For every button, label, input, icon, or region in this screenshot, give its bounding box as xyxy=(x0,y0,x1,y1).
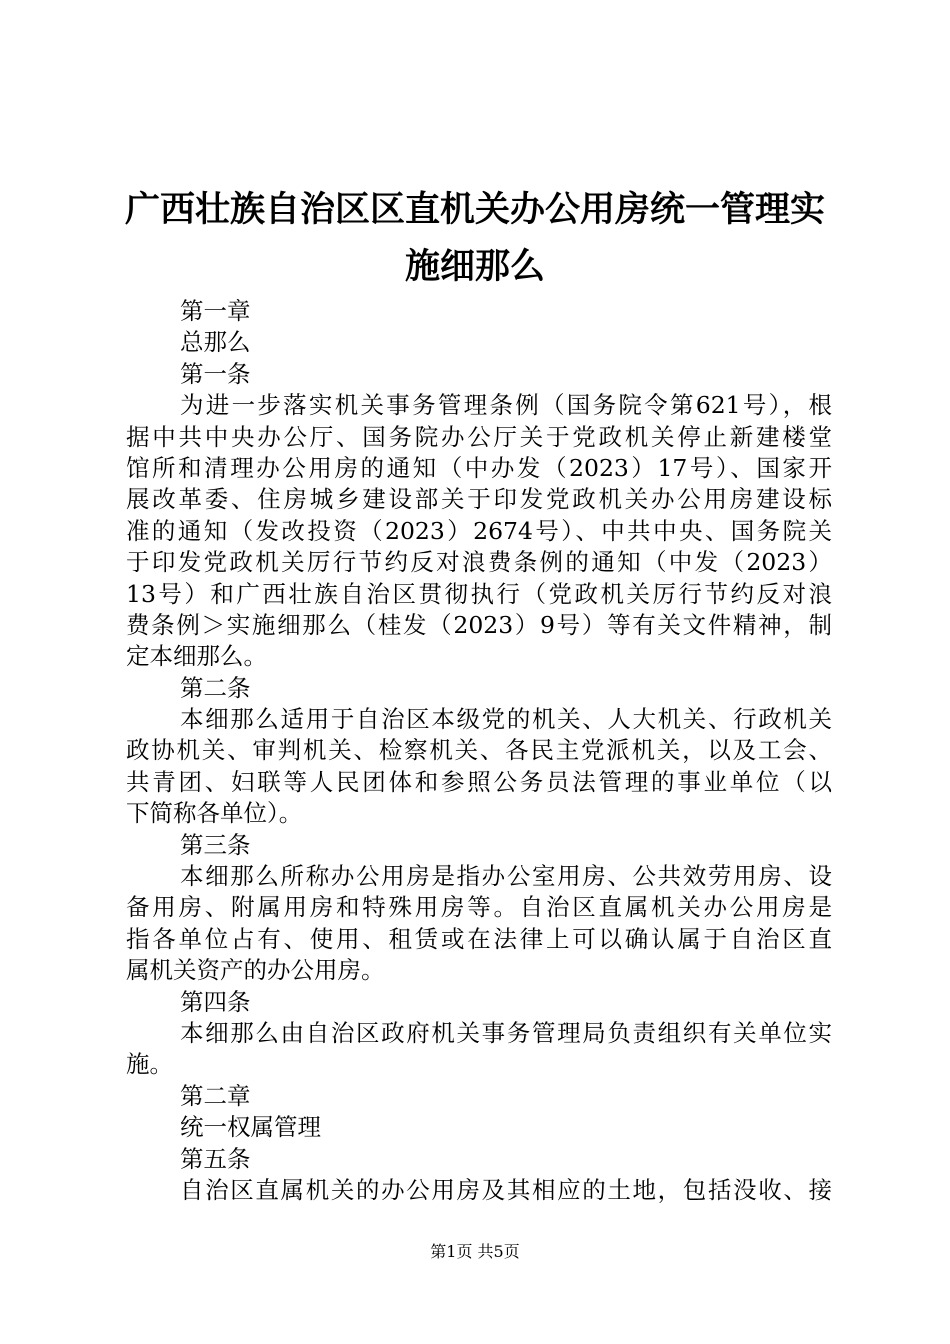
paragraph-line: 据中共中央办公厅、国务院办公厅关于党政机关停止新建楼堂 xyxy=(126,422,832,451)
chapter-title: 总那么 xyxy=(180,328,251,357)
paragraph-line: 自治区直属机关的办公用房及其相应的土地，包括没收、接 xyxy=(180,1175,832,1204)
paragraph-line: 定本细那么。 xyxy=(126,642,267,671)
paragraph-line: 为进一步落实机关事务管理条例（国务院令第621号），根 xyxy=(180,391,832,420)
paragraph-line: 下简称各单位）。 xyxy=(126,799,303,828)
paragraph-line: 馆所和清理办公用房的通知（中办发（2023）17号）、国家开 xyxy=(126,453,832,482)
article-heading: 第一条 xyxy=(180,359,251,388)
chapter-heading: 第一章 xyxy=(180,297,251,325)
article-heading: 第二条 xyxy=(180,673,251,702)
chapter-heading: 第二章 xyxy=(180,1081,251,1110)
paragraph-line: 费条例＞实施细那么（桂发（2023）9号）等有关文件精神，制 xyxy=(126,610,832,639)
paragraph-line: 本细那么由自治区政府机关事务管理局负责组织有关单位实 xyxy=(180,1018,832,1047)
article-heading: 第三条 xyxy=(180,830,251,859)
article-heading: 第五条 xyxy=(180,1144,251,1173)
paragraph-line: 共青团、妇联等人民团体和参照公务员法管理的事业单位（以 xyxy=(126,767,832,796)
article-heading: 第四条 xyxy=(180,987,251,1016)
chapter-title: 统一权属管理 xyxy=(180,1113,321,1142)
paragraph-line: 本细那么所称办公用房是指办公室用房、公共效劳用房、设 xyxy=(180,862,832,891)
paragraph-line: 展改革委、住房城乡建设部关于印发党政机关办公用房建设标 xyxy=(126,485,832,514)
page-number-footer: 第1页 共5页 xyxy=(430,1242,520,1261)
document-title-line-1: 广西壮族自治区区直机关办公用房统一管理实 xyxy=(124,190,825,230)
paragraph-line: 13号）和广西壮族自治区贯彻执行（党政机关厉行节约反对浪 xyxy=(126,579,832,608)
document-body xyxy=(126,296,836,1206)
paragraph-line: 备用房、附属用房和特殊用房等。自治区直属机关办公用房是 xyxy=(126,893,832,922)
paragraph-line: 政协机关、审判机关、检察机关、各民主党派机关，以及工会、 xyxy=(126,736,832,765)
paragraph-line: 属机关资产的办公用房。 xyxy=(126,956,385,985)
paragraph-line: 指各单位占有、使用、租赁或在法律上可以确认属于自治区直 xyxy=(126,924,832,953)
paragraph-line: 施。 xyxy=(126,1050,173,1079)
document-title-line-2: 施细那么 xyxy=(404,247,545,287)
paragraph-line: 准的通知（发改投资（2023）2674号）、中共中央、国务院关 xyxy=(126,516,832,545)
paragraph-line: 于印发党政机关厉行节约反对浪费条例的通知（中发（2023） xyxy=(126,548,832,577)
paragraph-line: 本细那么适用于自治区本级党的机关、人大机关、行政机关 xyxy=(180,705,832,734)
